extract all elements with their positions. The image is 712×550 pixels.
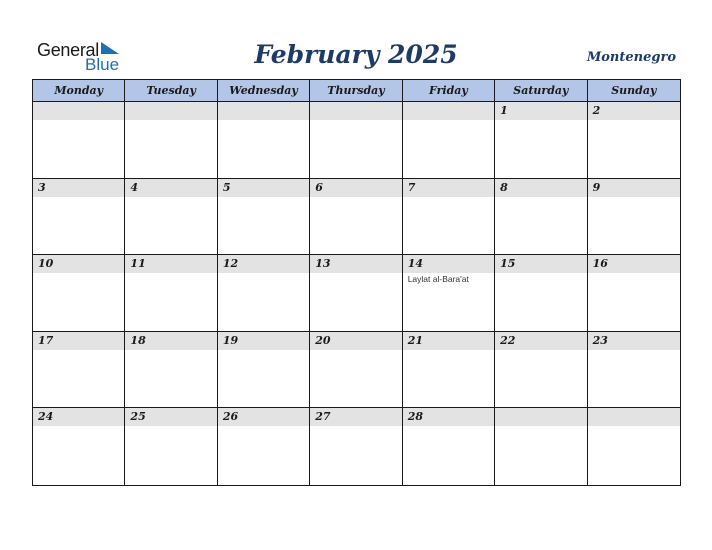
calendar-day-cell — [495, 179, 587, 256]
calendar-day-cell — [403, 255, 495, 332]
day-number: 1 — [495, 102, 586, 120]
logo-blue-text: Blue — [85, 55, 120, 74]
day-number: 24 — [33, 408, 124, 426]
calendar-day-cell — [403, 332, 495, 409]
calendar-day-cell — [33, 102, 125, 179]
calendar-day-cell — [33, 179, 125, 256]
day-number: 23 — [588, 332, 680, 350]
calendar-day-cell — [588, 255, 680, 332]
calendar-day-cell — [125, 332, 217, 409]
day-number — [588, 408, 680, 426]
calendar-day-cell — [218, 179, 310, 256]
calendar-day-cell — [218, 408, 310, 485]
calendar-day-cell — [403, 408, 495, 485]
day-number: 14 — [403, 255, 494, 273]
day-number: 5 — [218, 179, 309, 197]
country-label: Montenegro — [586, 50, 676, 65]
weekday-header-saturday: Saturday — [495, 80, 587, 102]
day-number: 7 — [403, 179, 494, 197]
calendar-day-cell — [125, 255, 217, 332]
day-number: 11 — [125, 255, 216, 273]
calendar-day-cell — [218, 255, 310, 332]
day-number — [33, 102, 124, 120]
day-number: 8 — [495, 179, 586, 197]
calendar-grid — [32, 79, 681, 486]
calendar-day-cell — [495, 332, 587, 409]
day-number: 12 — [218, 255, 309, 273]
calendar-day-cell — [310, 102, 402, 179]
calendar-day-cell — [310, 332, 402, 409]
day-number: 4 — [125, 179, 216, 197]
day-number: 28 — [403, 408, 494, 426]
calendar-day-cell — [125, 408, 217, 485]
calendar-day-cell — [588, 332, 680, 409]
day-number: 21 — [403, 332, 494, 350]
weekday-header-monday: Monday — [33, 80, 125, 102]
calendar-day-cell — [495, 408, 587, 485]
page-title: February 2025 — [254, 40, 458, 69]
day-number — [495, 408, 586, 426]
calendar-day-cell — [310, 408, 402, 485]
calendar-day-cell — [495, 102, 587, 179]
day-number: 19 — [218, 332, 309, 350]
calendar-day-cell — [403, 179, 495, 256]
day-number: 15 — [495, 255, 586, 273]
day-number: 6 — [310, 179, 401, 197]
logo-general-text: General — [37, 40, 99, 60]
day-number: 26 — [218, 408, 309, 426]
weekday-header-thursday: Thursday — [310, 80, 402, 102]
day-number — [403, 102, 494, 120]
day-number: 3 — [33, 179, 124, 197]
day-number — [218, 102, 309, 120]
calendar-day-cell — [403, 102, 495, 179]
day-number: 16 — [588, 255, 680, 273]
day-number: 25 — [125, 408, 216, 426]
calendar-day-cell — [125, 179, 217, 256]
calendar-day-cell — [310, 179, 402, 256]
weekday-header-sunday: Sunday — [588, 80, 680, 102]
calendar-day-cell — [588, 179, 680, 256]
calendar-day-cell — [33, 255, 125, 332]
calendar-day-cell — [310, 255, 402, 332]
day-number: 2 — [588, 102, 680, 120]
day-number — [125, 102, 216, 120]
day-number — [310, 102, 401, 120]
calendar-day-cell — [588, 102, 680, 179]
day-number: 10 — [33, 255, 124, 273]
calendar-day-cell — [588, 408, 680, 485]
day-number: 17 — [33, 332, 124, 350]
day-number: 9 — [588, 179, 680, 197]
day-number: 13 — [310, 255, 401, 273]
calendar-day-cell — [495, 255, 587, 332]
calendar-day-cell — [33, 332, 125, 409]
calendar-day-cell — [33, 408, 125, 485]
day-number: 27 — [310, 408, 401, 426]
weekday-header-tuesday: Tuesday — [125, 80, 217, 102]
day-number: 22 — [495, 332, 586, 350]
calendar-day-cell — [125, 102, 217, 179]
weekday-header-friday: Friday — [403, 80, 495, 102]
calendar-day-cell — [218, 332, 310, 409]
weekday-header-wednesday: Wednesday — [218, 80, 310, 102]
calendar-day-cell — [218, 102, 310, 179]
holiday-event: Laylat al-Bara'at — [407, 274, 469, 285]
day-number: 18 — [125, 332, 216, 350]
day-number: 20 — [310, 332, 401, 350]
